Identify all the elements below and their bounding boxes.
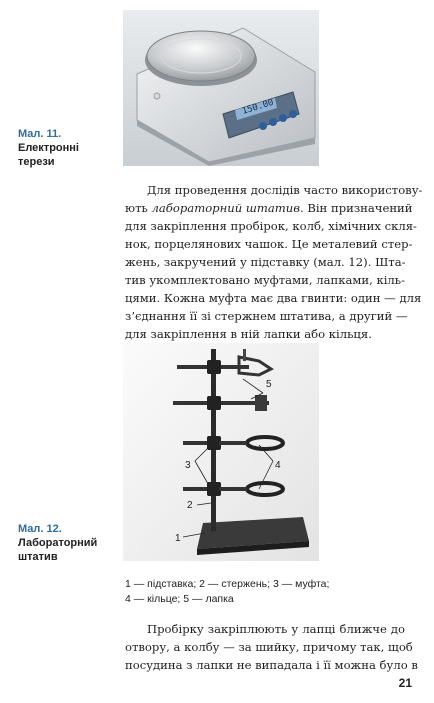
paragraph1-line7: цями. Кожна муфта має два гвинти: один — для bbox=[125, 291, 422, 305]
paragraph2-line2: отвору, а колбу — за шийку, причому так, щоб bbox=[125, 640, 413, 654]
paragraph1-line4: нок, порцелянових чашок. Це металевий стер- bbox=[125, 237, 413, 251]
electronic-scales-photo bbox=[123, 10, 319, 166]
lab-stand-photo bbox=[123, 343, 319, 561]
paragraph-lab-stand-description bbox=[125, 181, 423, 343]
figure11-label: Мал. 11. bbox=[18, 128, 62, 140]
lab-stand-illustration bbox=[123, 343, 319, 561]
paragraph1-line3: для закріплення пробірок, колб, хімічних скля- bbox=[125, 219, 417, 233]
paragraph-fixing-test-tube bbox=[125, 620, 418, 674]
term-lab-stand: лабораторний штатив bbox=[151, 201, 300, 215]
callout-4: 4 bbox=[275, 460, 281, 471]
callout-2: 2 bbox=[187, 500, 193, 511]
legend-line1: 1 — підставка; 2 — стержень; 3 — муфта; bbox=[125, 578, 330, 590]
paragraph1-line5: жень, закручений у підставку (мал. 12). Шта- bbox=[125, 255, 406, 269]
scale-display-reading: 150.00 bbox=[240, 97, 275, 117]
callout-5: 5 bbox=[266, 379, 272, 390]
figure12-label: Мал. 12. bbox=[18, 523, 62, 535]
paragraph1-line2-end: . Він призначений bbox=[299, 201, 413, 215]
paragraph1-line6: тив укомплектовано муфтами, лапками, кіль- bbox=[125, 273, 406, 287]
figure12-legend bbox=[125, 577, 405, 607]
figure12-caption-line1: Лабораторний bbox=[18, 537, 98, 549]
figure12-caption bbox=[18, 522, 118, 564]
page-number: 21 bbox=[398, 676, 412, 690]
electronic-scales-illustration bbox=[123, 10, 319, 166]
paragraph2-line3: посудина з лапки не випадала і її можна було в bbox=[125, 658, 418, 672]
legend-line2: 4 — кільце; 5 — лапка bbox=[125, 593, 234, 605]
paragraph2-line1: Пробірку закріплюють у лапці ближче до bbox=[147, 622, 405, 636]
paragraph1-line2-start: ють bbox=[125, 201, 152, 215]
paragraph1-line9: для закріплення в ній лапки або кільця. bbox=[125, 327, 372, 341]
callout-1: 1 bbox=[175, 533, 181, 544]
paragraph1-line2 bbox=[125, 199, 413, 217]
paragraph1-line1: Для проведення дослідів часто використову- bbox=[147, 183, 423, 197]
figure11-caption-line1: Електронні bbox=[18, 142, 79, 154]
callout-3: 3 bbox=[185, 460, 191, 471]
figure11-caption bbox=[18, 127, 118, 169]
figure12-caption-line2: штатив bbox=[18, 551, 58, 563]
paragraph1-line8: з’єднання її зі стержнем штатива, а другий — bbox=[125, 309, 408, 323]
figure11-caption-line2: терези bbox=[18, 156, 55, 168]
